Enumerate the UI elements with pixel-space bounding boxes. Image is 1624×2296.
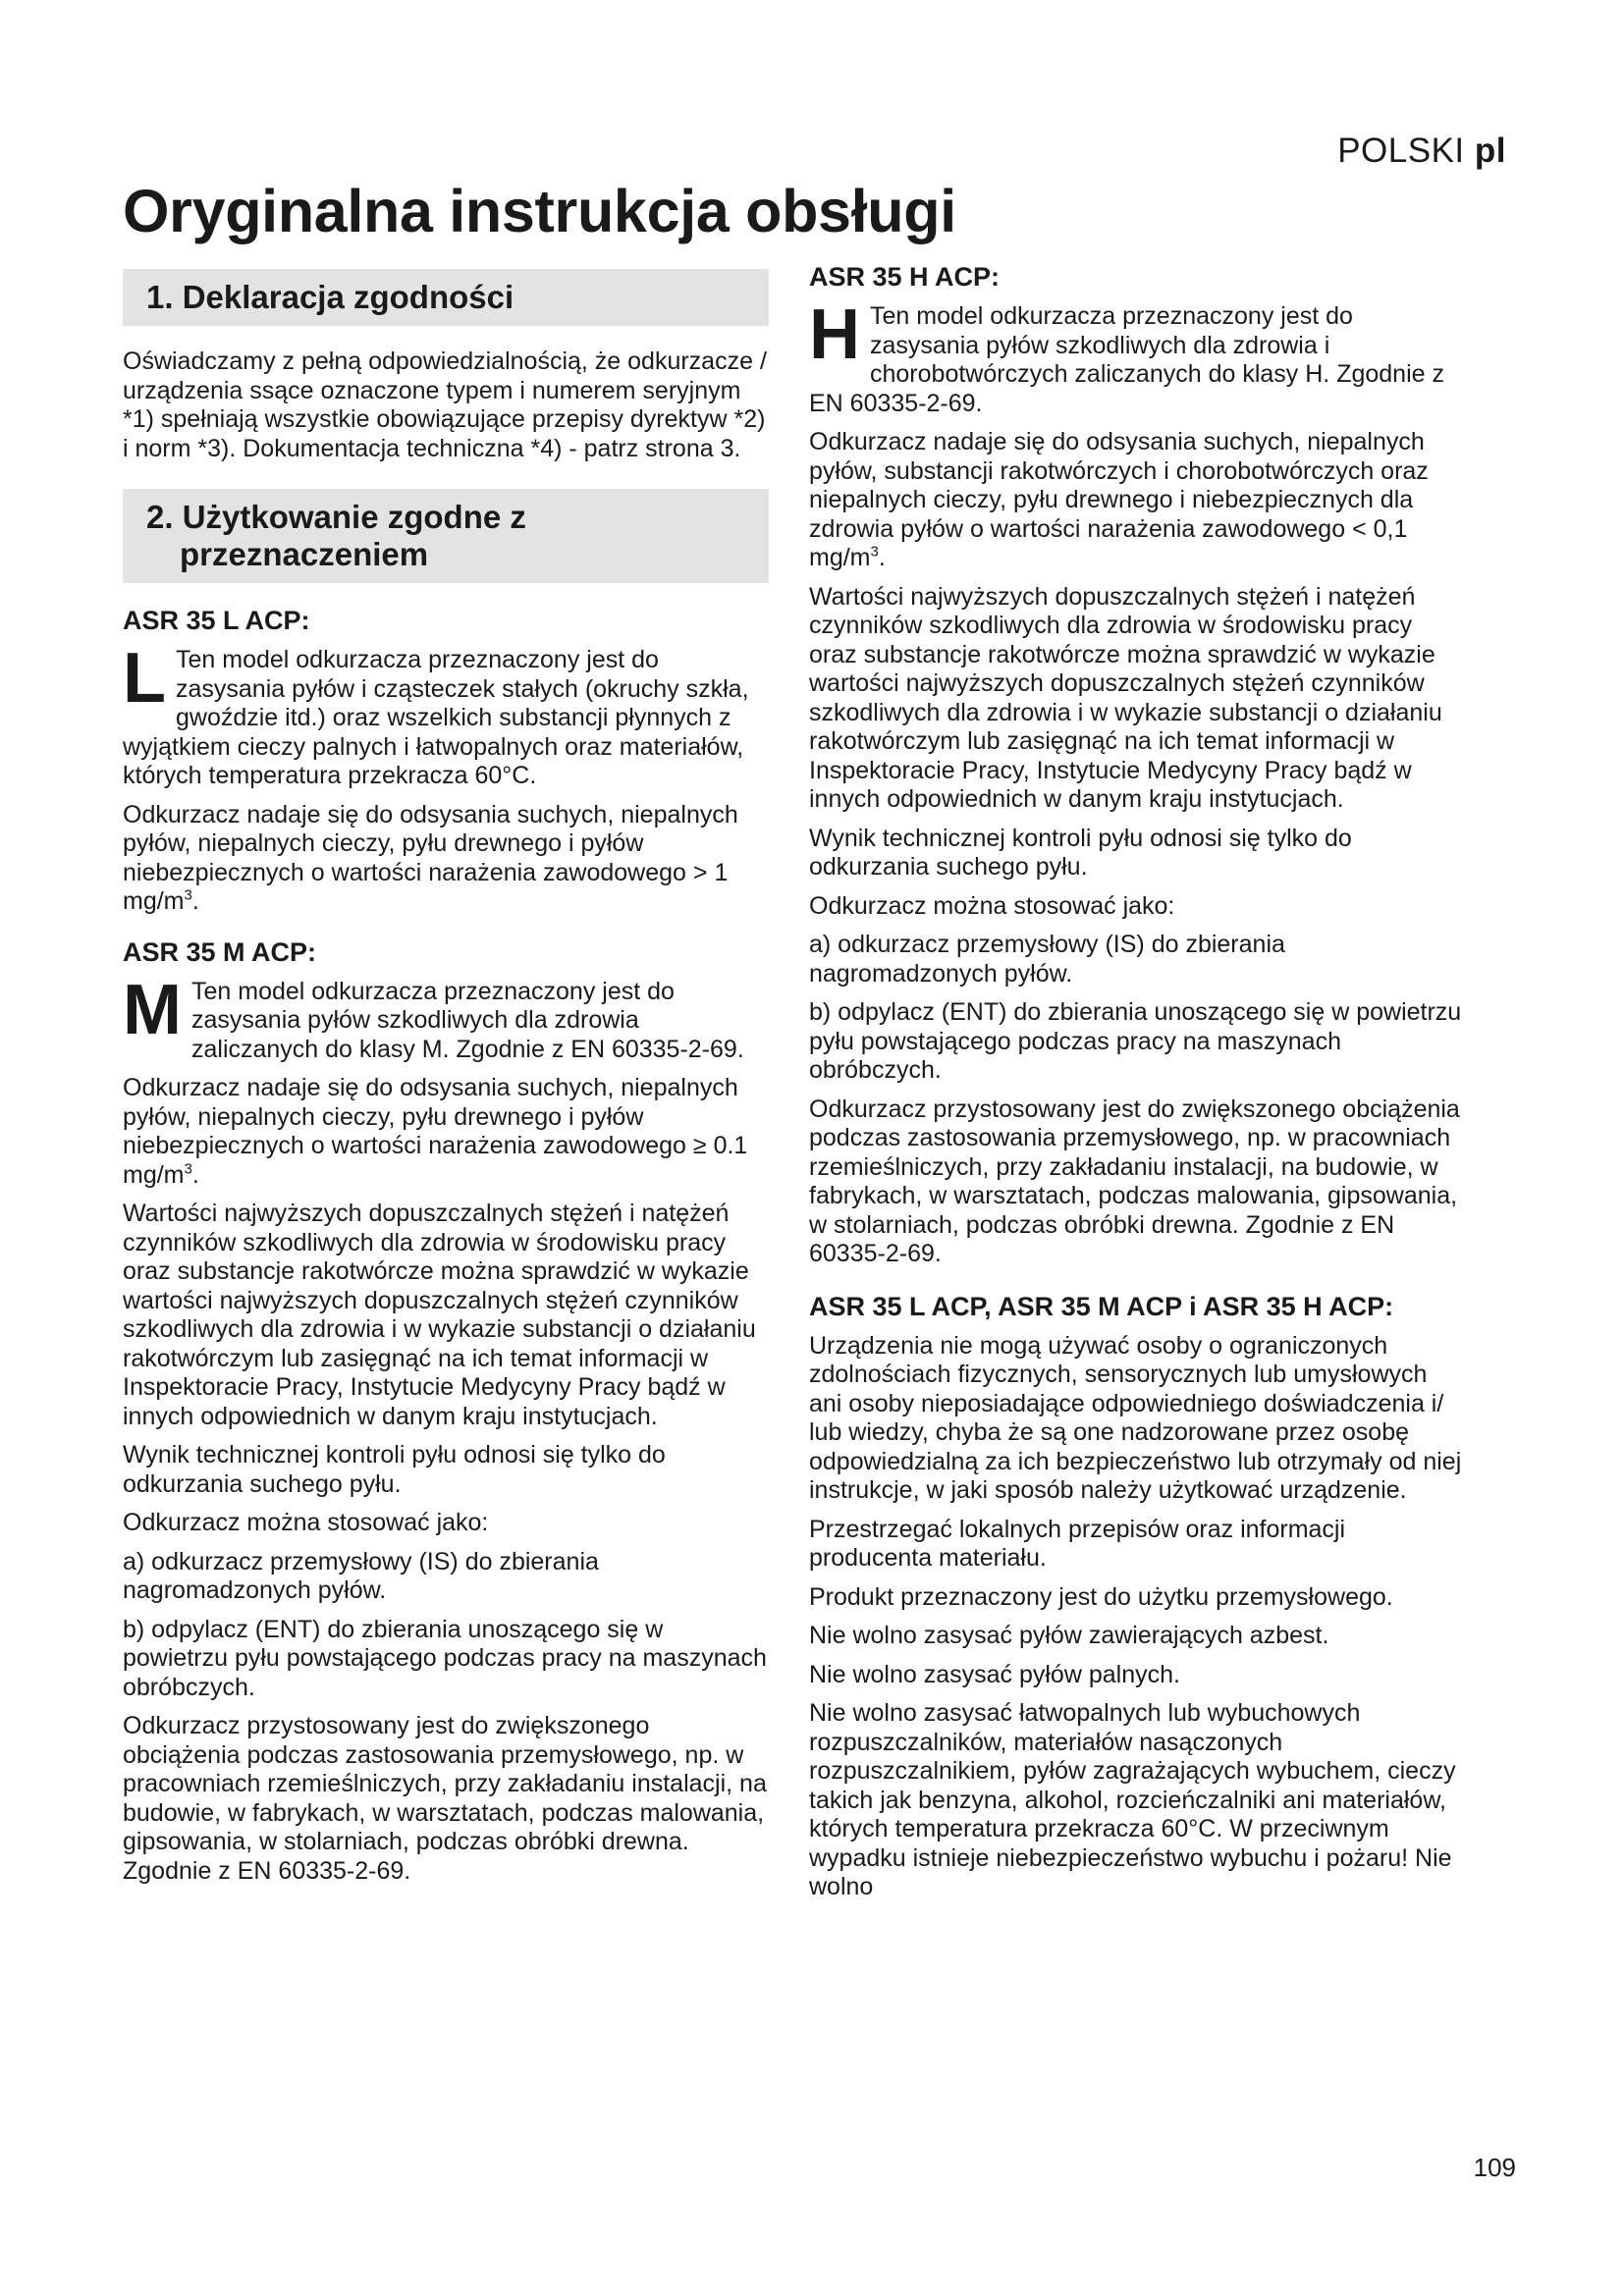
asr-h-p1-end: . [878,544,886,571]
asr-m-p6: b) odpylacz (ENT) do zbierania unoszącego się w powietrzu pyłu powstającego podczas pracy na maszynach obróbczych. [123,1615,767,1701]
asr-h-p3: Wynik technicznej kontroli pyłu odnosi się tylko do odkurzania suchego pyłu. [809,824,1352,881]
asr-l-p1 [123,801,769,917]
asr-h-p4: Odkurzacz można stosować jako: [809,891,1175,920]
dropcap-m: M [123,970,182,1049]
language-word: POLSKI [1337,132,1465,170]
all-models-title: ASR 35 L ACP, ASR 35 M ACP i ASR 35 H ACP: [809,1291,1394,1321]
left-column [123,265,769,1896]
asr-m-p4: Odkurzacz można stosować jako: [123,1509,489,1536]
asr-m-title: ASR 35 M ACP: [123,936,317,967]
asr-h-p5: a) odkurzacz przemysłowy (IS) do zbierania nagromadzonych pyłów. [809,931,1285,988]
section-2-heading [123,489,769,583]
dropcap-h: H [809,295,860,374]
asr-h-p7: Odkurzacz przystosowany jest do zwiększonego obciążenia podczas zastosowania przemysłowego, np. w pracowniach rzemieślniczych, przy zakładaniu instalacji, na budowie, w fabrykach, w warsztatach, podczas malowania, gipsowania, w stolarniach, podczas obróbki drewna. Zgodnie z EN 60335-2-69. [809,1095,1460,1267]
asr-l-p1-sup: 3 [184,886,192,904]
asr-m-p7: Odkurzacz przystosowany jest do zwiększonego obciążenia podczas zastosowania przemysłowego, np. w pracowniach rzemieślniczych, przy zakładaniu instalacji, na budowie, w fabrykach, w warsztatach, podczas malowania, gipsowania, w stolarniach, podczas obróbki drewna. Zgodnie z EN 60335-2-69. [123,1712,767,1885]
asr-h-intro [809,295,1465,418]
language-label [1337,132,1506,171]
all-p2: Przestrzegać lokalnych przepisów oraz informacji producenta materiału. [809,1515,1346,1572]
all-p1: Urządzenia nie mogą używać osoby o ograniczonych zdolnościach fizycznych, sensorycznych lub umysłowych ani osoby nieposiadające odpowiedniego doświadczenia i/ lub wiedzy, chyba że są one nadzorowane przez osobę odpowiedzialną za ich bezpieczeństwo lub otrzymały od niej instrukcje, w jaki sposób należy użytkować urządzenie. [809,1331,1462,1504]
all-p6: Nie wolno zasysać łatwopalnych lub wybuchowych rozpuszczalników, materiałów nasączonych rozpuszczalnikiem, pyłów zagrażających wybuchem, cieczy takich jak benzyna, alkohol, rozcieńczalniki ani materiałów, których temperatura przekracza 60°C. W przeciwnym wypadku istnieje niebezpieczeństwo wybuchu i pożaru! Nie wolno [809,1699,1456,1900]
asr-m-p1-text: Odkurzacz nadaje się do odsysania suchych, niepalnych pyłów, niepalnych cieczy, pyłu drewnego i pyłów niebezpiecznych o wartości narażenia zawodowego ≥ 0.1 mg/m [123,1074,748,1189]
asr-l-intro [123,639,769,791]
section-1-text: Oświadczamy z pełną odpowiedzialnością, że odkurzacze / urządzenia ssące oznaczone typem i numerem seryjnym *1) spełniają wszystkie obowiązujące przepisy dyrektyw *2) i norm *3). Dokumentacja techniczna *4) - patrz strona 3. [123,347,767,462]
right-column [809,261,1465,1912]
all-p5: Nie wolno zasysać pyłów palnych. [809,1660,1180,1688]
asr-l-title: ASR 35 L ACP: [123,606,310,635]
asr-l-intro-text: Ten model odkurzacza przeznaczony jest do zasysania pyłów i cząsteczek stałych (okruchy szkła, gwoździe itd.) oraz wszelkich substancji płynnych z wyjątkiem cieczy palnych i łatwopalnych oraz materiałów, których temperatura przekracza 60°C. [123,646,749,789]
section-2-heading-line1: 2. Użytkowanie zgodne z [146,499,526,535]
page-number: 109 [1473,2153,1516,2182]
asr-m-p5: a) odkurzacz przemysłowy (IS) do zbierania nagromadzonych pyłów. [123,1547,599,1604]
asr-h-p1-sup: 3 [870,543,879,561]
asr-m-p1 [123,1074,769,1190]
asr-m-p3: Wynik technicznej kontroli pyłu odnosi się tylko do odkurzania suchego pyłu. [123,1441,666,1498]
asr-m-intro-text: Ten model odkurzacza przeznaczony jest do zasysania pyłów szkodliwych dla zdrowia zaliczanych do klasy M. Zgodnie z EN 60335-2-69. [190,977,744,1063]
asr-h-title: ASR 35 H ACP: [809,262,1001,292]
asr-h-p6: b) odpylacz (ENT) do zbierania unoszącego się w powietrzu pyłu powstającego podczas pracy na maszynach obróbczych. [809,998,1462,1084]
page-title: Oryginalna instrukcja obsługi [123,178,956,244]
asr-h-p1 [809,428,1465,573]
asr-l-p1-end: . [191,887,199,915]
all-p4: Nie wolno zasysać pyłów zawierających azbest. [809,1622,1329,1649]
all-p3: Produkt przeznaczony jest do użytku przemysłowego. [809,1582,1393,1611]
asr-h-p1-text: Odkurzacz nadaje się do odsysania suchych, niepalnych pyłów, substancji rakotwórczych i chorobotwórczych oraz niepalnych cieczy, pyłu drewnego i niebezpiecznych dla zdrowia pyłów o wartości narażenia zawodowego < 0,1 mg/m [809,428,1429,571]
asr-h-intro-text: Ten model odkurzacza przeznaczony jest do zasysania pyłów szkodliwych dla zdrowia i chorobotwórczych zaliczanych do klasy H. Zgodnie z EN 60335-2-69. [809,302,1444,417]
asr-h-p2: Wartości najwyższych dopuszczalnych stężeń i natężeń czynników szkodliwych dla zdrowia w środowisku pracy oraz substancje rakotwórcze można sprawdzić w wykazie wartości najwyższych dopuszczalnych stężeń czynników szkodliwych dla zdrowia i w wykazie substancji o działaniu rakotwórczym lub zasięgnąć na ich temat informacji w Inspektoracie Pracy, Instytucie Medycyny Pracy bądź w innych odpowiednich w danym kraju instytucjach. [809,582,1442,813]
section-1-heading: 1. Deklaracja zgodności [123,269,769,326]
asr-m-p2: Wartości najwyższych dopuszczalnych stężeń i natężeń czynników szkodliwych dla zdrowia w środowisku pracy oraz substancje rakotwórcze można sprawdzić w wykazie wartości najwyższych dopuszczalnych stężeń czynników szkodliwych dla zdrowia i w wykazie substancji o działaniu rakotwórczym lub zasięgnąć na ich temat informacji w Inspektoracie Pracy, Instytucie Medycyny Pracy bądź w innych odpowiednich w danym kraju instytucjach. [123,1200,756,1430]
asr-m-p1-sup: 3 [184,1160,192,1178]
section-2-heading-line2: przeznaczeniem [180,536,429,572]
asr-m-intro [123,970,769,1065]
dropcap-l: L [123,639,166,718]
asr-l-p1-text: Odkurzacz nadaje się do odsysania suchych, niepalnych pyłów, niepalnych cieczy, pyłu drewnego i pyłów niebezpiecznych o wartości narażenia zawodowego > 1 mg/m [123,800,738,915]
language-code: pl [1474,132,1506,170]
asr-m-p1-end: . [191,1160,199,1189]
